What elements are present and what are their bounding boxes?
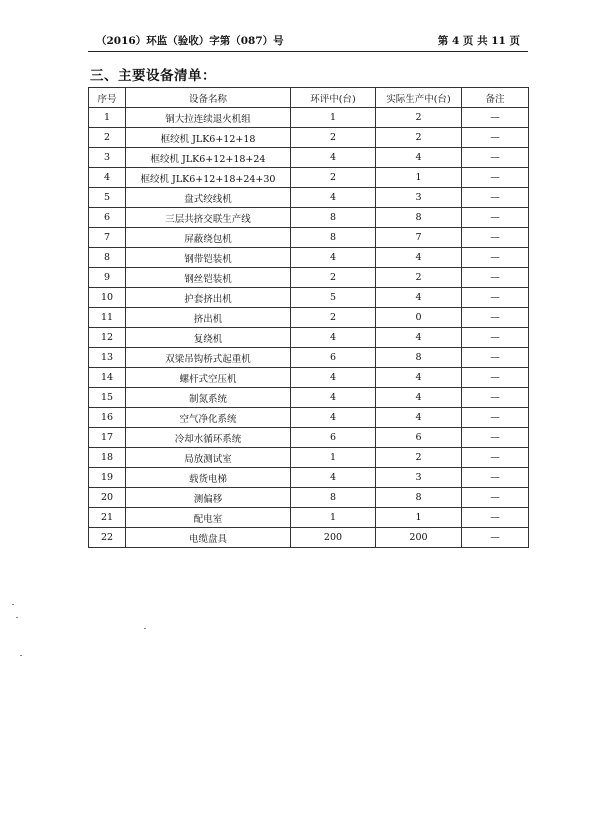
cell-name: 局放测试室 <box>126 448 291 468</box>
cell-actual-count: 8 <box>376 348 462 368</box>
header-remark: 备注 <box>462 88 529 108</box>
cell-name: 空气净化系统 <box>126 408 291 428</box>
cell-remark: — <box>462 488 529 508</box>
table-row <box>89 308 529 328</box>
cell-remark: — <box>462 468 529 488</box>
cell-env-count: 4 <box>291 328 376 348</box>
table-row <box>89 328 529 348</box>
cell-no: 17 <box>89 428 126 448</box>
header-no: 序号 <box>89 88 126 108</box>
cell-no: 20 <box>89 488 126 508</box>
cell-name: 挤出机 <box>126 308 291 328</box>
cell-remark: — <box>462 308 529 328</box>
cell-remark: — <box>462 348 529 368</box>
cell-env-count: 8 <box>291 488 376 508</box>
cell-actual-count: 6 <box>376 428 462 448</box>
cell-actual-count: 1 <box>376 508 462 528</box>
cell-actual-count: 4 <box>376 248 462 268</box>
cell-env-count: 200 <box>291 528 376 548</box>
document-number: （2016）环监（验收）字第（087）号 <box>96 35 284 47</box>
cell-remark: — <box>462 168 529 188</box>
table-row <box>89 208 529 228</box>
table-row <box>89 468 529 488</box>
table-row <box>89 168 529 188</box>
cell-name: 盘式绞线机 <box>126 188 291 208</box>
cell-no: 5 <box>89 188 126 208</box>
cell-name: 螺杆式空压机 <box>126 368 291 388</box>
cell-env-count: 8 <box>291 228 376 248</box>
cell-name: 钢丝铠装机 <box>126 268 291 288</box>
cell-remark: — <box>462 208 529 228</box>
cell-no: 2 <box>89 128 126 148</box>
cell-env-count: 4 <box>291 188 376 208</box>
cell-name: 冷却水循环系统 <box>126 428 291 448</box>
cell-actual-count: 4 <box>376 388 462 408</box>
cell-name: 电缆盘具 <box>126 528 291 548</box>
cell-env-count: 8 <box>291 208 376 228</box>
scan-speck <box>144 628 146 629</box>
cell-remark: — <box>462 508 529 528</box>
header-name: 设备名称 <box>126 88 291 108</box>
cell-actual-count: 4 <box>376 288 462 308</box>
cell-remark: — <box>462 148 529 168</box>
cell-actual-count: 2 <box>376 108 462 128</box>
cell-actual-count: 3 <box>376 188 462 208</box>
cell-env-count: 4 <box>291 408 376 428</box>
cell-name: 框绞机 JLK6+12+18+24 <box>126 148 291 168</box>
cell-env-count: 4 <box>291 368 376 388</box>
cell-actual-count: 200 <box>376 528 462 548</box>
table-row <box>89 388 529 408</box>
cell-actual-count: 2 <box>376 268 462 288</box>
table-row <box>89 508 529 528</box>
cell-remark: — <box>462 328 529 348</box>
section-title: 三、主要设备清单： <box>90 68 216 84</box>
table-row <box>89 108 529 128</box>
cell-remark: — <box>462 448 529 468</box>
table-header-row <box>89 88 529 108</box>
cell-actual-count: 8 <box>376 208 462 228</box>
cell-actual-count: 4 <box>376 368 462 388</box>
table-row <box>89 428 529 448</box>
table-row <box>89 268 529 288</box>
cell-name: 三层共挤交联生产线 <box>126 208 291 228</box>
cell-name: 测偏移 <box>126 488 291 508</box>
cell-no: 12 <box>89 328 126 348</box>
table-row <box>89 528 529 548</box>
cell-remark: — <box>462 128 529 148</box>
cell-actual-count: 4 <box>376 408 462 428</box>
cell-env-count: 4 <box>291 468 376 488</box>
table-body <box>89 108 529 548</box>
table-row <box>89 488 529 508</box>
cell-env-count: 1 <box>291 448 376 468</box>
cell-env-count: 2 <box>291 308 376 328</box>
cell-env-count: 5 <box>291 288 376 308</box>
cell-no: 7 <box>89 228 126 248</box>
cell-no: 4 <box>89 168 126 188</box>
cell-remark: — <box>462 108 529 128</box>
cell-no: 9 <box>89 268 126 288</box>
cell-no: 1 <box>89 108 126 128</box>
cell-name: 载货电梯 <box>126 468 291 488</box>
cell-env-count: 2 <box>291 168 376 188</box>
cell-remark: — <box>462 248 529 268</box>
table-row <box>89 148 529 168</box>
table-row <box>89 288 529 308</box>
cell-no: 19 <box>89 468 126 488</box>
cell-name: 护套挤出机 <box>126 288 291 308</box>
cell-remark: — <box>462 528 529 548</box>
cell-env-count: 2 <box>291 268 376 288</box>
cell-no: 21 <box>89 508 126 528</box>
page-info: 第 4 页 共 11 页 <box>437 35 520 47</box>
cell-env-count: 1 <box>291 108 376 128</box>
cell-remark: — <box>462 288 529 308</box>
table-row <box>89 228 529 248</box>
cell-actual-count: 2 <box>376 448 462 468</box>
cell-name: 复绕机 <box>126 328 291 348</box>
cell-no: 16 <box>89 408 126 428</box>
cell-remark: — <box>462 388 529 408</box>
cell-actual-count: 4 <box>376 148 462 168</box>
cell-name: 制氮系统 <box>126 388 291 408</box>
cell-env-count: 2 <box>291 128 376 148</box>
equipment-table <box>88 87 529 548</box>
cell-actual-count: 0 <box>376 308 462 328</box>
cell-actual-count: 7 <box>376 228 462 248</box>
header-env-count: 环评中(台) <box>291 88 376 108</box>
cell-env-count: 6 <box>291 428 376 448</box>
scan-speck <box>16 617 18 618</box>
table-row <box>89 448 529 468</box>
cell-name: 框绞机 JLK6+12+18 <box>126 128 291 148</box>
header-actual-count: 实际生产中(台) <box>376 88 462 108</box>
cell-name: 铜大拉连续退火机组 <box>126 108 291 128</box>
cell-env-count: 6 <box>291 348 376 368</box>
cell-remark: — <box>462 268 529 288</box>
scan-speck <box>12 604 14 605</box>
table-row <box>89 188 529 208</box>
cell-remark: — <box>462 408 529 428</box>
cell-name: 钢带铠装机 <box>126 248 291 268</box>
cell-remark: — <box>462 228 529 248</box>
cell-actual-count: 2 <box>376 128 462 148</box>
cell-env-count: 1 <box>291 508 376 528</box>
cell-name: 框绞机 JLK6+12+18+24+30 <box>126 168 291 188</box>
cell-remark: — <box>462 188 529 208</box>
cell-actual-count: 8 <box>376 488 462 508</box>
scan-speck <box>20 655 22 656</box>
cell-no: 6 <box>89 208 126 228</box>
cell-actual-count: 1 <box>376 168 462 188</box>
cell-remark: — <box>462 428 529 448</box>
cell-no: 22 <box>89 528 126 548</box>
cell-no: 3 <box>89 148 126 168</box>
cell-no: 13 <box>89 348 126 368</box>
cell-no: 15 <box>89 388 126 408</box>
cell-no: 8 <box>89 248 126 268</box>
cell-no: 10 <box>89 288 126 308</box>
page-header <box>88 33 528 52</box>
cell-actual-count: 4 <box>376 328 462 348</box>
cell-actual-count: 3 <box>376 468 462 488</box>
cell-env-count: 4 <box>291 248 376 268</box>
cell-remark: — <box>462 368 529 388</box>
cell-name: 配电室 <box>126 508 291 528</box>
table-row <box>89 128 529 148</box>
cell-no: 11 <box>89 308 126 328</box>
table-row <box>89 248 529 268</box>
cell-no: 14 <box>89 368 126 388</box>
cell-env-count: 4 <box>291 388 376 408</box>
table-row <box>89 408 529 428</box>
table-row <box>89 368 529 388</box>
cell-env-count: 4 <box>291 148 376 168</box>
table-row <box>89 348 529 368</box>
cell-name: 屏蔽绕包机 <box>126 228 291 248</box>
cell-name: 双梁吊钩桥式起重机 <box>126 348 291 368</box>
cell-no: 18 <box>89 448 126 468</box>
